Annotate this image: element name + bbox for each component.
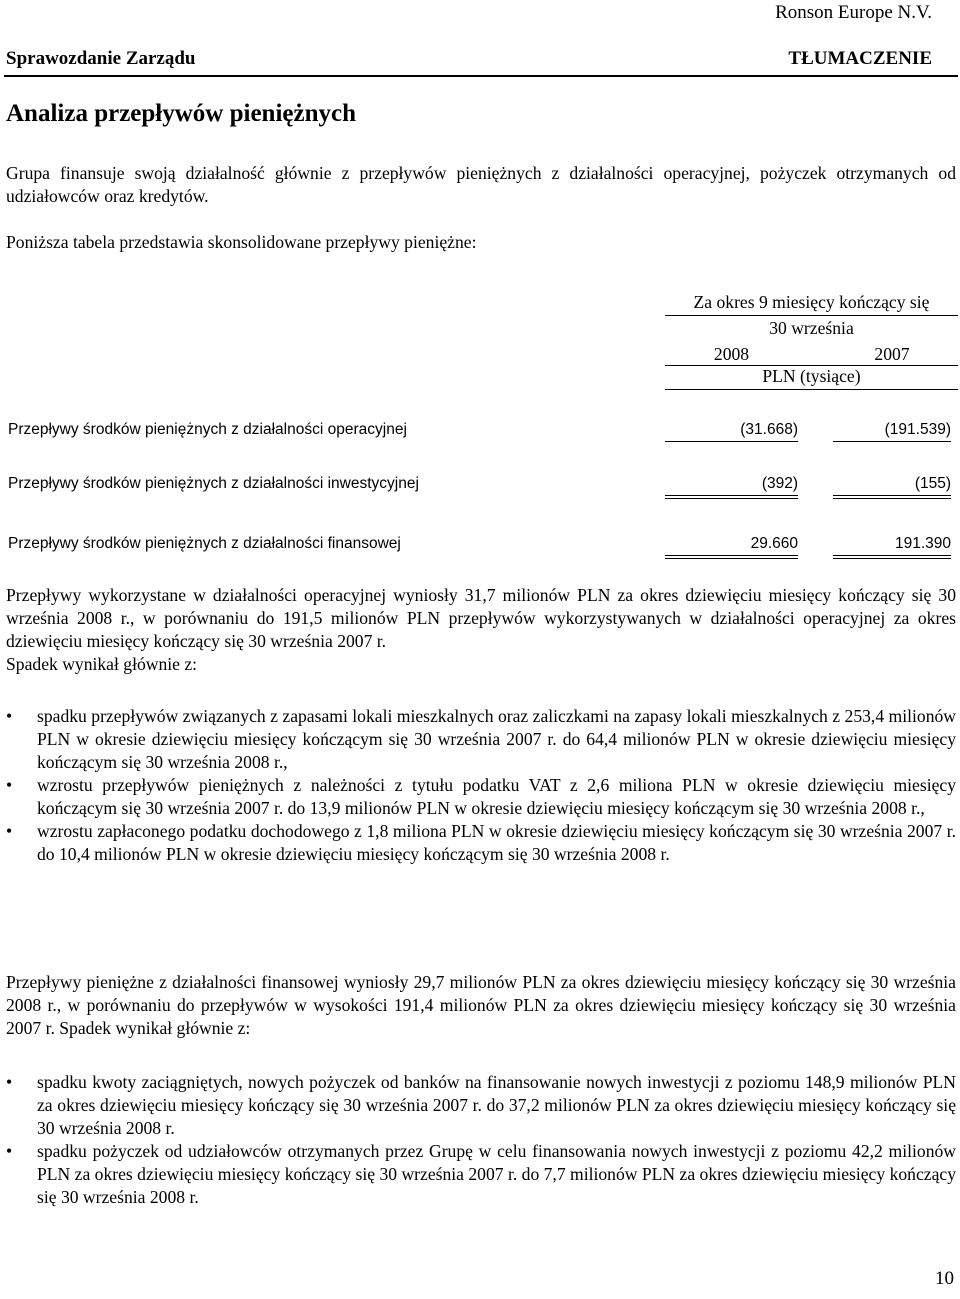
list-item-text: wzrostu przepływów pieniężnych z należności z tytułu podatku VAT z 2,6 miliona PLN w okresie dziewięciu miesięcy kończącym się 30 września 2007 r. do 13,9 milionów PLN w okresie dziewięciu miesięcy kończącym się 30 września 2008 r., <box>37 775 956 818</box>
list-item-text: wzrostu zapłaconego podatku dochodowego z 1,8 miliona PLN w okresie dziewięciu miesięcy kończącym się 30 września 2007 r. do 10,4 milionów PLN w okresie dziewięciu miesięcy kończącym się 30 września 2008 r. <box>37 821 956 864</box>
value-financing-2007: 191.390 <box>894 535 951 552</box>
unit-heading-rule <box>665 389 958 390</box>
double-underline-investing-2008 <box>665 495 798 499</box>
year-2007-heading: 2007 <box>874 344 910 364</box>
value-investing-2007: (155) <box>914 475 951 492</box>
list-item <box>6 1140 956 1209</box>
operating-cashflow-paragraph <box>6 584 956 676</box>
financing-bullet-list <box>6 1071 956 1209</box>
intro-paragraph: Grupa finansuje swoją działalność głównie z przepływów pieniężnych z działalności operacyjnej, pożyczek otrzymanych od udziałowców oraz kredytów. <box>6 163 956 206</box>
list-item-text: spadku kwoty zaciągniętych, nowych pożyczek od banków na finansowanie nowych inwestycji z poziomu 148,9 milionów PLN za okres dziewięciu miesięcy kończący się 30 września 2007 r. do 37,2 milionów PLN za okres dziewięciu miesięcy kończący się 30 września 2008 r. <box>37 1072 956 1138</box>
table-row-label-financing: Przepływy środków pieniężnych z działalności finansowej <box>8 535 401 552</box>
bullet-icon: • <box>6 821 13 841</box>
double-underline-investing-2007 <box>833 495 951 499</box>
report-section-title: Sprawozdanie Zarządu <box>6 48 196 69</box>
list-item <box>6 774 956 820</box>
page-number: 10 <box>935 1268 954 1289</box>
company-name: Ronson Europe N.V. <box>775 2 932 23</box>
double-underline-financing-2008 <box>665 555 798 559</box>
table-row-label-investing: Przepływy środków pieniężnych z działalności inwestycyjnej <box>8 475 419 492</box>
table-intro: Poniższa tabela przedstawia skonsolidowane przepływy pieniężne: <box>6 232 477 252</box>
value-operating-2007: (191.539) <box>884 421 951 438</box>
operating-cashflow-text: Przepływy wykorzystane w działalności operacyjnej wyniosły 31,7 milionów PLN za okres dziewięciu miesięcy kończący się 30 września 2008 r., w porównaniu do 191,5 milionów PLN przepływów wykorzystywanych w działalności operacyjnej za okres dziewięciu miesięcy kończący się 30 września 2007 r. <box>6 585 956 651</box>
underline-operating-2007 <box>833 441 951 442</box>
list-item <box>6 820 956 866</box>
underline-operating-2008 <box>665 441 798 442</box>
period-heading-line2: 30 września <box>769 318 854 338</box>
period-heading-rule <box>665 315 958 316</box>
translation-label: TŁUMACZENIE <box>788 48 932 69</box>
unit-heading: PLN (tysiące) <box>762 366 861 386</box>
bullet-icon: • <box>6 1072 13 1092</box>
bullet-icon: • <box>6 775 13 795</box>
operating-decline-intro: Spadek wynikał głównie z: <box>6 654 198 674</box>
operating-bullet-list <box>6 705 956 866</box>
table-row-label-operating: Przepływy środków pieniężnych z działalności operacyjnej <box>8 421 407 438</box>
list-item <box>6 1071 956 1140</box>
value-financing-2008: 29.660 <box>750 535 798 552</box>
value-investing-2008: (392) <box>761 475 798 492</box>
list-item-text: spadku przepływów związanych z zapasami lokali mieszkalnych oraz zaliczkami na zapasy lokali mieszkalnych z 253,4 milionów PLN w okresie dziewięciu miesięcy kończącym się 30 września 2007 r. do 64,4 milionów PLN w okresie dziewięciu miesięcy kończącym się 30 września 2008 r., <box>37 706 956 772</box>
header-divider <box>4 75 958 77</box>
double-underline-financing-2007 <box>833 555 951 559</box>
period-heading-line1: Za okres 9 miesięcy kończący się <box>693 292 930 312</box>
year-2008-heading: 2008 <box>713 344 750 364</box>
list-item <box>6 705 956 774</box>
page-title: Analiza przepływów pieniężnych <box>6 100 356 127</box>
value-operating-2008: (31.668) <box>740 421 798 438</box>
list-item-text: spadku pożyczek od udziałowców otrzymanych przez Grupę w celu finansowania nowych inwestycji z poziomu 42,2 milionów PLN za okres dziewięciu miesięcy kończący się 30 września 2007 r. do 7,7 milionów PLN za okres dziewięciu miesięcy kończący się 30 września 2008 r. <box>37 1141 956 1207</box>
bullet-icon: • <box>6 706 13 726</box>
bullet-icon: • <box>6 1141 13 1161</box>
financing-cashflow-paragraph: Przepływy pieniężne z działalności finansowej wyniosły 29,7 milionów PLN za okres dziewięciu miesięcy kończący się 30 września 2008 r., w porównaniu do przepływów w wysokości 191,4 milionów PLN za okres dziewięciu miesięcy kończący się 30 września 2007 r. Spadek wynikał głównie z: <box>6 972 956 1038</box>
